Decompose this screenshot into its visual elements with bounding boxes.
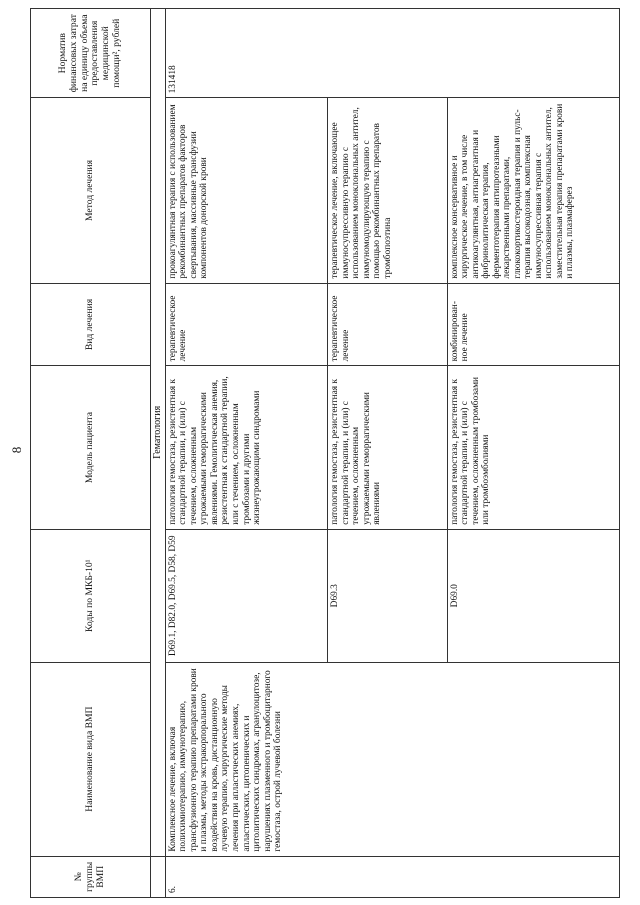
icd-codes-cell: D69.3 <box>328 529 448 662</box>
header-treatment-method: Метод лечения <box>31 98 151 283</box>
header-treatment-kind: Вид лечения <box>31 283 151 366</box>
section-title: Гематология <box>150 9 165 857</box>
treatment-kind-cell: комбинирован-ное лечение <box>447 283 619 366</box>
rotated-page <box>30 8 620 898</box>
treatment-method-cell: терапевтическое лечение, включающее иммуносупрессивную терапию с использованием моноклональных антител, иммуномодулирующую терапию с помощью рекомбинантных препаратов тромбопоэтина <box>328 98 448 283</box>
header-group-number: № группы ВМП <box>31 856 151 897</box>
icd-codes-cell: D69.0 <box>447 529 619 662</box>
treatment-method-cell: комплексное консервативное и хирургическое лечение, в том числе антикоагулянтная, антиагрегантная и фибринолитическая терапия, ферментотерапия антипротеазными лекарственными препаратами, глюкокортикостероидная терапия и пульс-терапия высокодозная, комплексная иммуносупрессивная терапия с использованием моноклональных антител, заместительная терапия препаратами крови и плазмы, плазмаферез <box>447 98 619 283</box>
header-cost-norm: Норматив финансовых затрат на единицу объема предоставления медицинской помощи², рублей <box>31 9 151 98</box>
vmp-table <box>30 8 620 898</box>
group-name: Комплексное лечение, включая полихимиотерапию, иммунотерапию, трансфузионную терапию препаратами крови и плазмы, методы экстракорпорального воздействия на кровь, дистанционную лучевую терапию, хирургические методы лечения при апластических анемиях, апластических, цитопенических и цитолитических синдромах, агранулоцитозе, нарушениях плазменного и тромбоцитарного гемостаза, острой лучевой болезни <box>165 662 619 856</box>
section-blank-cell <box>150 856 165 897</box>
cost-norm-cell: 131418 <box>165 9 619 98</box>
header-icd-codes: Коды по МКБ-10¹ <box>31 529 151 662</box>
icd-codes-cell: D69.1, D82.0, D69.5, D58, D59 <box>165 529 327 662</box>
table-row <box>165 9 327 898</box>
section-row <box>150 9 165 898</box>
patient-model-cell: патология гемостаза, резистентная к стандартной терапии, и (или) с течением, осложненным тромбозами или тромбоэмболиями <box>447 366 619 529</box>
patient-model-cell: патология гемостаза, резистентная к стандартной терапии, и (или) с течением, осложненным угрожаемыми геморрагическими явлениями <box>328 366 448 529</box>
header-patient-model: Модель пациента <box>31 366 151 529</box>
header-vmp-name: Наименование вида ВМП <box>31 662 151 856</box>
treatment-kind-cell: терапевтическое лечение <box>328 283 448 366</box>
patient-model-cell: патология гемостаза, резистентная к стандартной терапии, и (или) с течением, осложненным угрожаемыми геморрагическими явлениями. Гемолитическая анемия, резистентная к стандартной терапии, или с течением, осложненным тромбозами и другими жизнеугрожающими синдромами <box>165 366 327 529</box>
page-number: 8 <box>9 446 24 454</box>
treatment-kind-cell: терапевтическое лечение <box>165 283 327 366</box>
treatment-method-cell: прокоагулянтная терапия с использованием рекомбинантных препаратов факторов свертывания, массивные трансфузии компонентов донорской крови <box>165 98 327 283</box>
table-header-row <box>31 9 151 898</box>
group-number: 6. <box>165 856 619 897</box>
